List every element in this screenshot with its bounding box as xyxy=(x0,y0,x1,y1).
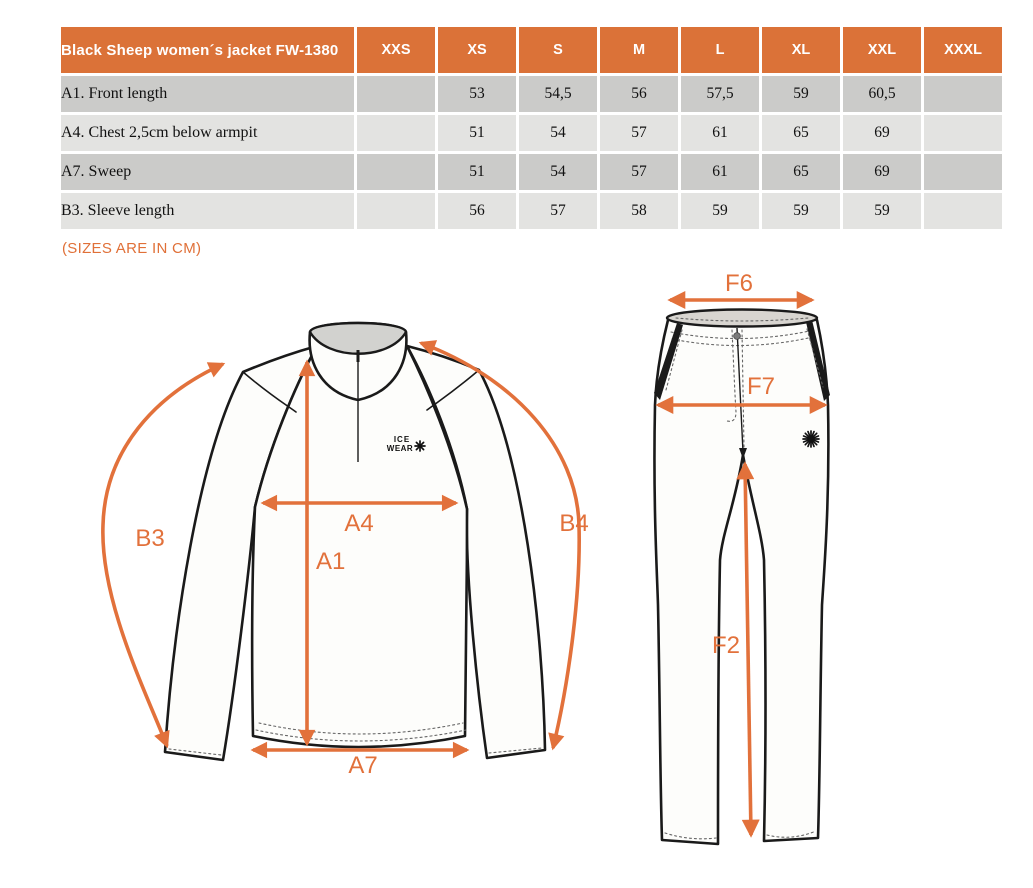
size-value-cell xyxy=(924,193,1002,229)
size-value-cell xyxy=(924,115,1002,151)
size-header-xs: XS xyxy=(438,27,516,73)
row-label: A1. Front length xyxy=(61,76,354,112)
size-value-cell: 56 xyxy=(438,193,516,229)
size-value-cell: 65 xyxy=(762,154,840,190)
size-value-cell: 61 xyxy=(681,154,759,190)
table-row xyxy=(61,115,1002,151)
size-value-cell: 54 xyxy=(519,154,597,190)
size-value-cell: 69 xyxy=(843,154,921,190)
size-value-cell: 51 xyxy=(438,115,516,151)
size-header-xl: XL xyxy=(762,27,840,73)
size-value-cell xyxy=(357,193,435,229)
label-a4: A4 xyxy=(344,510,374,537)
label-f6: F6 xyxy=(724,272,754,297)
size-value-cell xyxy=(924,76,1002,112)
label-b4: B4 xyxy=(559,510,589,537)
size-value-cell: 53 xyxy=(438,76,516,112)
table-row xyxy=(61,193,1002,229)
size-header-s: S xyxy=(519,27,597,73)
size-header-xxxl: XXXL xyxy=(924,27,1002,73)
table-title: Black Sheep women´s jacket FW-1380 xyxy=(61,27,354,73)
size-value-cell: 59 xyxy=(762,76,840,112)
size-value-cell: 54 xyxy=(519,115,597,151)
pants-measurement-diagram xyxy=(640,272,1030,882)
svg-text:ICE: ICE xyxy=(393,435,411,444)
label-b3: B3 xyxy=(135,525,165,552)
arrow-f2 xyxy=(745,464,751,835)
label-f2: F2 xyxy=(711,632,740,659)
size-value-cell: 65 xyxy=(762,115,840,151)
table-row xyxy=(61,154,1002,190)
size-value-cell xyxy=(357,154,435,190)
size-value-cell xyxy=(357,76,435,112)
label-a7: A7 xyxy=(348,752,378,779)
size-value-cell: 58 xyxy=(600,193,678,229)
size-value-cell: 59 xyxy=(681,193,759,229)
size-table-header-row xyxy=(61,27,1002,73)
table-row xyxy=(61,76,1002,112)
size-header-xxs: XXS xyxy=(357,27,435,73)
size-value-cell: 56 xyxy=(600,76,678,112)
size-header-l: L xyxy=(681,27,759,73)
size-value-cell xyxy=(357,115,435,151)
size-value-cell: 69 xyxy=(843,115,921,151)
size-value-cell: 57 xyxy=(600,115,678,151)
waist-opening xyxy=(667,310,817,327)
size-value-cell: 59 xyxy=(762,193,840,229)
size-value-cell: 51 xyxy=(438,154,516,190)
pants-body xyxy=(654,316,828,844)
size-value-cell: 61 xyxy=(681,115,759,151)
sizes-unit-note: (SIZES ARE IN CM) xyxy=(62,240,202,257)
size-table xyxy=(58,24,1005,232)
size-value-cell: 60,5 xyxy=(843,76,921,112)
waist-button xyxy=(734,333,741,340)
size-header-xxl: XXL xyxy=(843,27,921,73)
row-label: A4. Chest 2,5cm below armpit xyxy=(61,115,354,151)
size-value-cell: 57 xyxy=(600,154,678,190)
size-value-cell: 54,5 xyxy=(519,76,597,112)
size-value-cell: 59 xyxy=(843,193,921,229)
snowflake-icon xyxy=(803,431,819,447)
snowflake-icon xyxy=(415,441,425,451)
size-header-m: M xyxy=(600,27,678,73)
svg-text:WEAR: WEAR xyxy=(386,444,414,453)
size-value-cell xyxy=(924,154,1002,190)
size-value-cell: 57,5 xyxy=(681,76,759,112)
label-a1: A1 xyxy=(316,548,346,575)
jacket-measurement-diagram xyxy=(95,300,615,800)
row-label: B3. Sleeve length xyxy=(61,193,354,229)
size-value-cell: 57 xyxy=(519,193,597,229)
label-f7: F7 xyxy=(746,373,776,400)
row-label: A7. Sweep xyxy=(61,154,354,190)
